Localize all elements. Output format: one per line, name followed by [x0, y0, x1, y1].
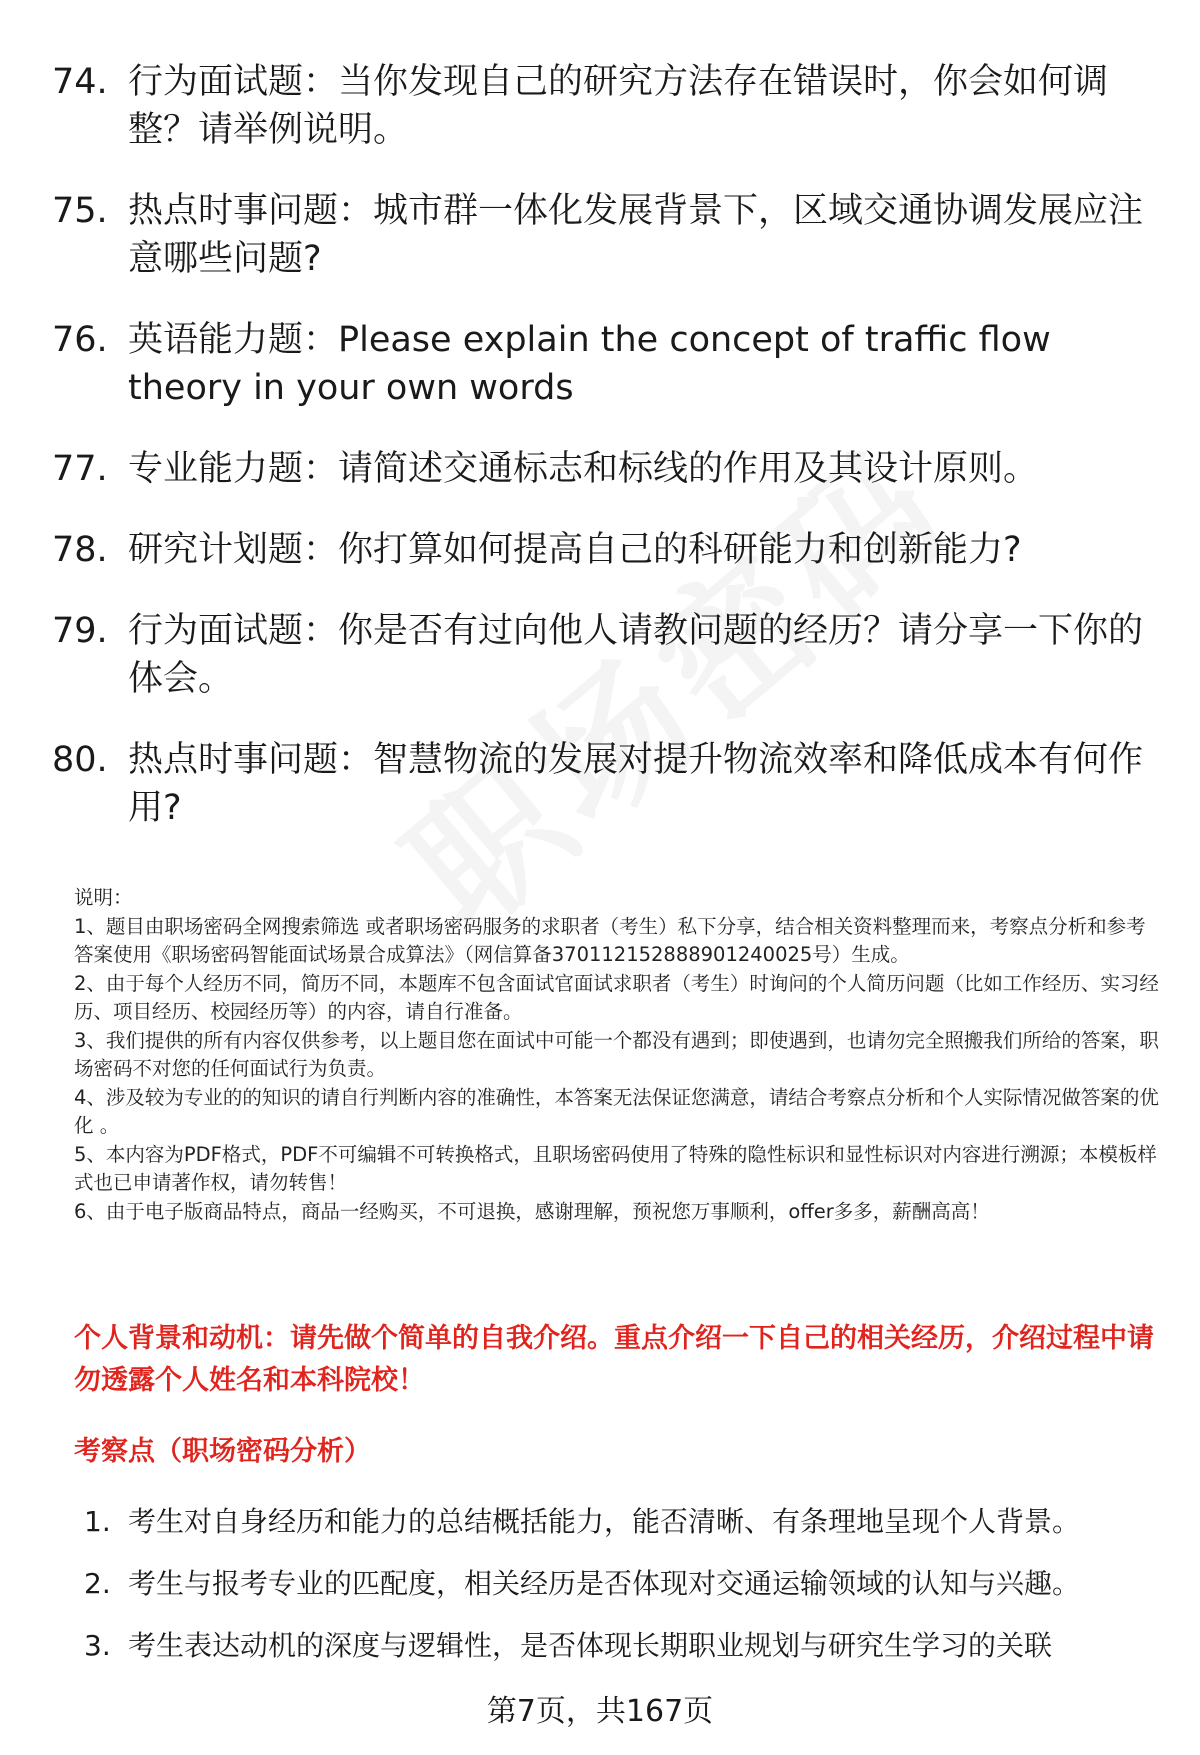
question-number: 80. — [52, 740, 108, 780]
note-item: 2、由于每个人经历不同，简历不同，本题库不包含面试官面试求职者（考生）时询问的个人简历问题（比如工作经历、实习经历、项目经历、校园经历等）的内容，请自行准备。 — [74, 971, 1159, 1023]
question-text: 行为面试题：你是否有过向他人请教问题的经历？请分享一下你的体会。 — [128, 611, 1144, 699]
point-text: 考生表达动机的深度与逻辑性，是否体现长期职业规划与研究生学习的关联 — [128, 1629, 1053, 1662]
question-item — [52, 736, 1152, 832]
point-number: 3. — [84, 1629, 111, 1662]
question-number: 74. — [52, 62, 108, 102]
note-item: 4、涉及较为专业的的知识的请自行判断内容的准确性，本答案无法保证您满意，请结合考察点分析和个人实际情况做答案的优化 。 — [74, 1085, 1159, 1137]
question-number: 79. — [52, 611, 108, 651]
question-number: 77. — [52, 449, 108, 489]
note-item: 3、我们提供的所有内容仅供参考，以上题目您在面试中可能一个都没有遇到；即使遇到，也请勿完全照搬我们所给的答案，职场密码不对您的任何面试行为负责。 — [74, 1028, 1159, 1080]
page-footer: 第7页，共167页 — [486, 1694, 714, 1729]
analysis-point — [84, 1502, 1164, 1542]
question-text: 英语能力题：Please explain the concept of traffic flow theory in your own words — [128, 320, 1051, 408]
note-item: 5、本内容为PDF格式，PDF不可编辑不可转换格式，且职场密码使用了特殊的隐性标识和显性标识对内容进行溯源；本模板样式也已申请著作权，请勿转售！ — [74, 1142, 1157, 1194]
notes-title: 说明： — [74, 886, 133, 909]
question-item — [52, 445, 1152, 493]
note-item: 1、题目由职场密码全网搜索筛选 或者职场密码服务的求职者（考生）私下分享，结合相关资料整理而来，考察点分析和参考答案使用《职场密码智能面试场景合成算法》（网信算备370112152888901240025号）生成。 — [74, 914, 1146, 966]
section-subheading: 考察点（职场密码分析） — [74, 1436, 371, 1467]
point-text: 考生对自身经历和能力的总结概括能力，能否清晰、有条理地呈现个人背景。 — [128, 1505, 1081, 1538]
analysis-point — [84, 1564, 1164, 1604]
analysis-points — [84, 1502, 1164, 1688]
question-list — [52, 58, 1152, 865]
question-number: 75. — [52, 191, 108, 231]
question-text: 热点时事问题：城市群一体化发展背景下，区域交通协调发展应注意哪些问题? — [128, 191, 1144, 279]
point-text: 考生与报考专业的匹配度，相关经历是否体现对交通运输领域的认知与兴趣。 — [128, 1567, 1081, 1600]
question-text: 专业能力题：请简述交通标志和标线的作用及其设计原则。 — [128, 449, 1039, 489]
question-text: 研究计划题：你打算如何提高自己的科研能力和创新能力? — [128, 530, 1022, 570]
question-number: 76. — [52, 320, 108, 360]
question-item — [52, 316, 1152, 412]
notes-section — [74, 884, 1164, 1226]
question-number: 78. — [52, 530, 108, 570]
question-item — [52, 187, 1152, 283]
section-heading: 个人背景和动机：请先做个简单的自我介绍。重点介绍一下自己的相关经历，介绍过程中请勿透露个人姓名和本科院校！ — [74, 1323, 1154, 1396]
question-item — [52, 607, 1152, 703]
note-item: 6、由于电子版商品特点，商品一经购买，不可退换，感谢理解，预祝您万事顺利，offer多多，薪酬高高！ — [74, 1199, 990, 1223]
question-item — [52, 526, 1152, 574]
question-text: 行为面试题：当你发现自己的研究方法存在错误时，你会如何调整？请举例说明。 — [128, 62, 1109, 150]
analysis-point — [84, 1626, 1164, 1666]
point-number: 1. — [84, 1505, 111, 1538]
question-text: 热点时事问题：智慧物流的发展对提升物流效率和降低成本有何作用? — [128, 740, 1144, 828]
point-number: 2. — [84, 1567, 111, 1600]
question-item — [52, 58, 1152, 154]
